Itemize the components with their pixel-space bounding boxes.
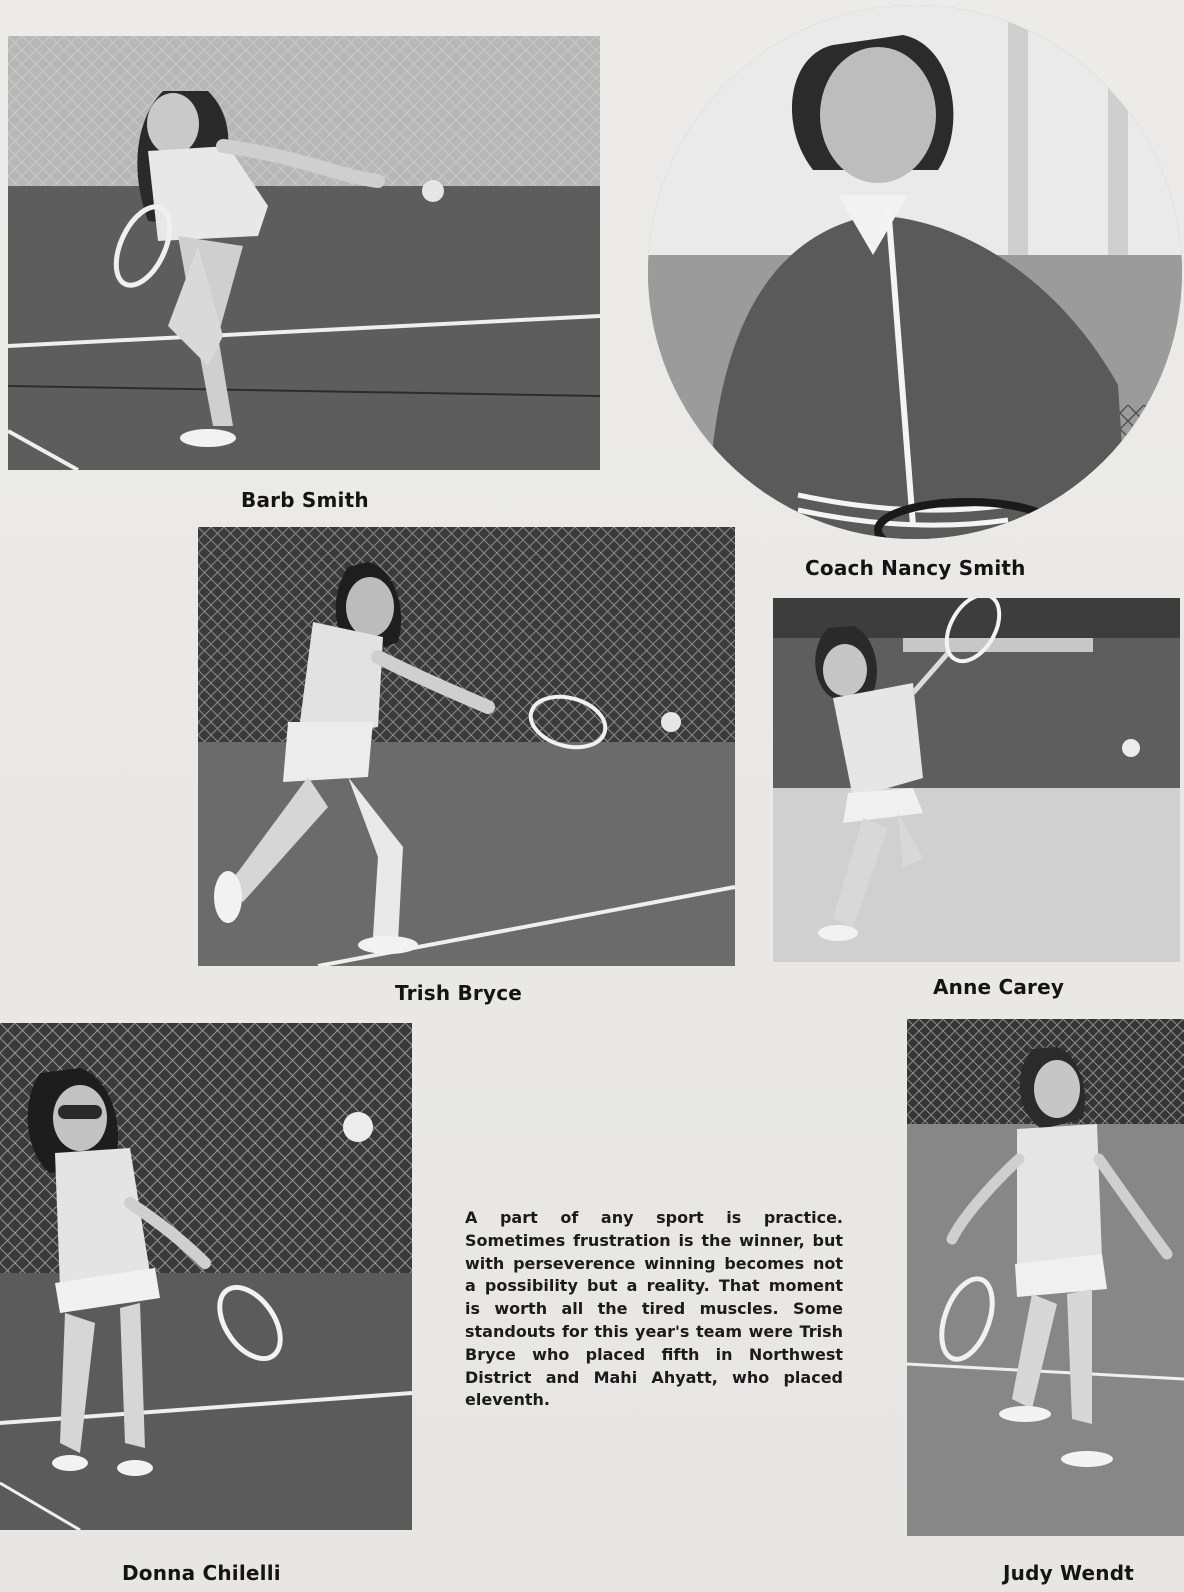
photo-trish-bryce (198, 527, 735, 966)
caption-judy-wendt: Judy Wendt (1003, 1561, 1135, 1585)
photo-coach-nancy-smith (648, 5, 1182, 539)
caption-coach-nancy-smith: Coach Nancy Smith (805, 556, 1026, 580)
caption-barb-smith: Barb Smith (241, 488, 369, 512)
story-paragraph: A part of any sport is practice. Sometimes frustration is the winner, but with perseverence winning becomes not a possibility but a reality. That moment is worth all the tired muscles. Some standouts for this year's team were Trish Bryce who placed fifth in Northwest District and Mahi Ahyatt, who placed eleventh. (465, 1208, 843, 1410)
photo-barb-smith (8, 36, 600, 470)
tennis-court-photo (8, 36, 600, 470)
caption-donna-chilelli: Donna Chilelli (122, 1561, 281, 1585)
photo-donna-chilelli (0, 1023, 412, 1530)
tennis-backhand-photo (198, 527, 735, 966)
caption-anne-carey: Anne Carey (933, 975, 1065, 999)
photo-anne-carey (773, 598, 1180, 962)
coach-portrait-photo (648, 5, 1182, 539)
photo-judy-wendt (907, 1019, 1184, 1536)
tennis-volley-photo (0, 1023, 412, 1530)
caption-trish-bryce: Trish Bryce (395, 981, 523, 1005)
tennis-ready-stance-photo (907, 1019, 1184, 1536)
tennis-forehand-photo (773, 598, 1180, 962)
